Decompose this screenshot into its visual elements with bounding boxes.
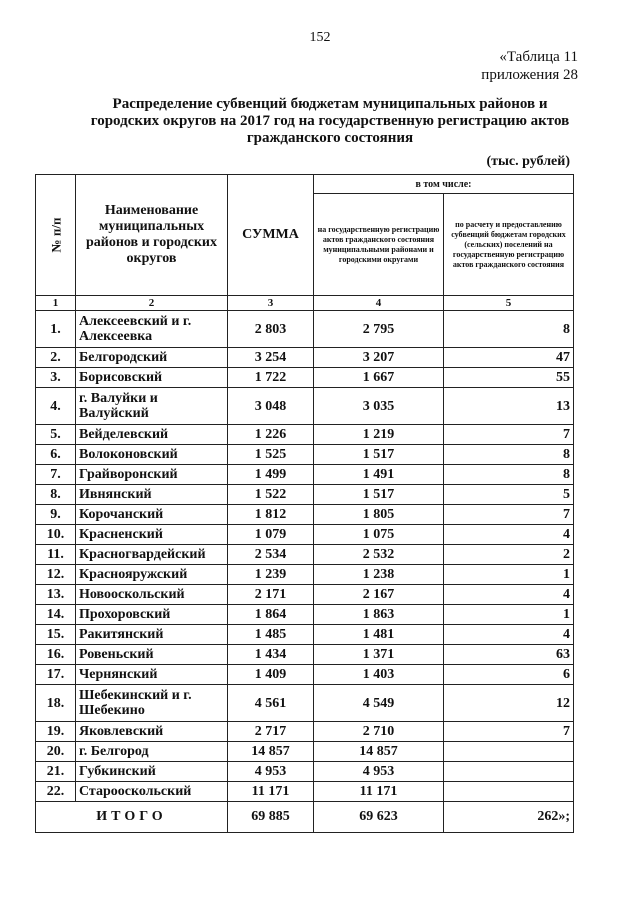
row-settlement-value: 7 xyxy=(444,722,574,742)
document-title xyxy=(60,96,600,147)
row-number: 9. xyxy=(36,505,76,525)
row-settlement-value: 12 xyxy=(444,685,574,722)
table-row xyxy=(36,465,574,485)
table-row xyxy=(36,545,574,565)
district-name: Корочанский xyxy=(76,505,228,525)
row-municipal-value: 1 491 xyxy=(314,465,444,485)
row-number: 18. xyxy=(36,685,76,722)
district-name: Губкинский xyxy=(76,762,228,782)
row-number: 20. xyxy=(36,742,76,762)
row-settlement-value: 2 xyxy=(444,545,574,565)
table-reference-line-2: приложения 28 xyxy=(481,67,578,83)
row-sum: 3 254 xyxy=(228,348,314,368)
district-name: Алексеевский и г. Алексеевка xyxy=(76,311,228,348)
row-municipal-value: 4 953 xyxy=(314,762,444,782)
district-name: Грайворонский xyxy=(76,465,228,485)
row-municipal-value: 1 805 xyxy=(314,505,444,525)
column-index-row xyxy=(36,296,574,311)
district-name: Яковлевский xyxy=(76,722,228,742)
district-name: Ровеньский xyxy=(76,645,228,665)
table-row xyxy=(36,348,574,368)
row-settlement-value: 4 xyxy=(444,525,574,545)
district-name: Красненский xyxy=(76,525,228,545)
table-row xyxy=(36,782,574,802)
table-row xyxy=(36,311,574,348)
district-name: Старооскольский xyxy=(76,782,228,802)
district-name: Чернянский xyxy=(76,665,228,685)
header-number xyxy=(36,175,76,296)
column-index: 3 xyxy=(228,296,314,311)
total-label: ИТОГО xyxy=(36,802,228,833)
row-municipal-value: 11 171 xyxy=(314,782,444,802)
district-name: Шебекинский и г. Шебекино xyxy=(76,685,228,722)
row-settlement-value: 4 xyxy=(444,625,574,645)
row-sum: 1 239 xyxy=(228,565,314,585)
row-sum: 1 722 xyxy=(228,368,314,388)
row-sum: 1 499 xyxy=(228,465,314,485)
district-name: Прохоровский xyxy=(76,605,228,625)
table-header xyxy=(36,175,574,311)
total-settlement-value: 262»; xyxy=(444,802,574,833)
row-settlement-value: 4 xyxy=(444,585,574,605)
row-municipal-value: 1 863 xyxy=(314,605,444,625)
row-settlement-value: 5 xyxy=(444,485,574,505)
row-sum: 4 561 xyxy=(228,685,314,722)
row-number: 14. xyxy=(36,605,76,625)
row-number: 21. xyxy=(36,762,76,782)
table-row xyxy=(36,685,574,722)
page-number: 152 xyxy=(309,30,331,45)
table-row xyxy=(36,485,574,505)
row-sum: 1 434 xyxy=(228,645,314,665)
row-number: 19. xyxy=(36,722,76,742)
row-settlement-value: 8 xyxy=(444,445,574,465)
header-sum: СУММА xyxy=(228,175,314,296)
table-row xyxy=(36,645,574,665)
column-index: 1 xyxy=(36,296,76,311)
row-number: 6. xyxy=(36,445,76,465)
row-settlement-value: 8 xyxy=(444,311,574,348)
district-name: Ракитянский xyxy=(76,625,228,645)
column-index: 4 xyxy=(314,296,444,311)
row-sum: 2 171 xyxy=(228,585,314,605)
table-row xyxy=(36,605,574,625)
row-settlement-value: 6 xyxy=(444,665,574,685)
row-municipal-value: 1 238 xyxy=(314,565,444,585)
total-sum: 69 885 xyxy=(228,802,314,833)
row-number: 7. xyxy=(36,465,76,485)
table-row xyxy=(36,445,574,465)
row-number: 1. xyxy=(36,311,76,348)
district-name: Красногвардейский xyxy=(76,545,228,565)
table-row xyxy=(36,625,574,645)
district-name: Ивнянский xyxy=(76,485,228,505)
row-settlement-value: 7 xyxy=(444,425,574,445)
row-number: 15. xyxy=(36,625,76,645)
district-name: Краснояружский xyxy=(76,565,228,585)
units-label: (тыс. рублей) xyxy=(486,154,570,169)
row-municipal-value: 1 371 xyxy=(314,645,444,665)
row-municipal-value: 2 532 xyxy=(314,545,444,565)
district-name: г. Белгород xyxy=(76,742,228,762)
header-row-1 xyxy=(36,175,574,194)
header-municipal-registration: на государственную регистрацию актов гражданского состояния муниципальными районами и городскими округами xyxy=(314,194,444,296)
row-number: 3. xyxy=(36,368,76,388)
row-municipal-value: 1 667 xyxy=(314,368,444,388)
total-row xyxy=(36,802,574,833)
row-sum: 2 803 xyxy=(228,311,314,348)
row-sum: 1 485 xyxy=(228,625,314,645)
row-number: 10. xyxy=(36,525,76,545)
row-settlement-value: 8 xyxy=(444,465,574,485)
row-settlement-value: 13 xyxy=(444,388,574,425)
row-sum: 2 534 xyxy=(228,545,314,565)
district-name: Вейделевский xyxy=(76,425,228,445)
header-name: Наименование муниципальных районов и городских округов xyxy=(76,175,228,296)
row-sum: 1 522 xyxy=(228,485,314,505)
row-settlement-value: 1 xyxy=(444,565,574,585)
row-number: 8. xyxy=(36,485,76,505)
district-name: г. Валуйки и Валуйский xyxy=(76,388,228,425)
row-municipal-value: 14 857 xyxy=(314,742,444,762)
total-municipal-value: 69 623 xyxy=(314,802,444,833)
row-number: 16. xyxy=(36,645,76,665)
row-settlement-value: 47 xyxy=(444,348,574,368)
row-number: 12. xyxy=(36,565,76,585)
table-row xyxy=(36,585,574,605)
row-settlement-value: 1 xyxy=(444,605,574,625)
district-name: Борисовский xyxy=(76,368,228,388)
row-municipal-value: 2 167 xyxy=(314,585,444,605)
header-number-label: № п/п xyxy=(48,217,64,253)
table-row xyxy=(36,368,574,388)
row-municipal-value: 1 481 xyxy=(314,625,444,645)
row-sum: 1 864 xyxy=(228,605,314,625)
table-row xyxy=(36,742,574,762)
row-settlement-value xyxy=(444,762,574,782)
row-municipal-value: 2 795 xyxy=(314,311,444,348)
row-sum: 4 953 xyxy=(228,762,314,782)
row-municipal-value: 1 517 xyxy=(314,445,444,465)
row-sum: 11 171 xyxy=(228,782,314,802)
row-municipal-value: 4 549 xyxy=(314,685,444,722)
row-municipal-value: 3 035 xyxy=(314,388,444,425)
header-including: в том числе: xyxy=(314,175,574,194)
row-municipal-value: 1 075 xyxy=(314,525,444,545)
column-index: 5 xyxy=(444,296,574,311)
row-sum: 2 717 xyxy=(228,722,314,742)
table-row xyxy=(36,525,574,545)
table-row xyxy=(36,425,574,445)
district-name: Белгородский xyxy=(76,348,228,368)
table-row xyxy=(36,665,574,685)
row-sum: 1 812 xyxy=(228,505,314,525)
district-name: Волоконовский xyxy=(76,445,228,465)
table-row xyxy=(36,762,574,782)
table-reference-line-1: «Таблица 11 xyxy=(499,49,578,65)
row-sum: 1 079 xyxy=(228,525,314,545)
row-settlement-value: 7 xyxy=(444,505,574,525)
row-settlement-value xyxy=(444,742,574,762)
column-index: 2 xyxy=(76,296,228,311)
table-row xyxy=(36,722,574,742)
row-number: 2. xyxy=(36,348,76,368)
row-number: 17. xyxy=(36,665,76,685)
table-reference xyxy=(481,48,578,84)
title-line-1: Распределение субвенций бюджетам муниципальных районов и xyxy=(112,96,548,112)
table-body xyxy=(36,311,574,833)
row-sum: 1 525 xyxy=(228,445,314,465)
row-municipal-value: 1 219 xyxy=(314,425,444,445)
row-settlement-value xyxy=(444,782,574,802)
row-sum: 1 226 xyxy=(228,425,314,445)
row-settlement-value: 63 xyxy=(444,645,574,665)
row-sum: 3 048 xyxy=(228,388,314,425)
subventions-table xyxy=(35,174,574,833)
row-sum: 14 857 xyxy=(228,742,314,762)
title-line-3: гражданского состояния xyxy=(246,130,414,146)
table-row xyxy=(36,388,574,425)
title-line-2: городских округов на 2017 год на государственную регистрацию актов xyxy=(90,113,570,129)
row-number: 11. xyxy=(36,545,76,565)
row-municipal-value: 1 403 xyxy=(314,665,444,685)
table-row xyxy=(36,505,574,525)
row-settlement-value: 55 xyxy=(444,368,574,388)
row-number: 5. xyxy=(36,425,76,445)
row-municipal-value: 1 517 xyxy=(314,485,444,505)
header-settlement-subventions: по расчету и предоставлению субвенций бюджетам городских (сельских) поселений на государственную регистрацию актов гражданского состояния xyxy=(444,194,574,296)
row-municipal-value: 2 710 xyxy=(314,722,444,742)
row-municipal-value: 3 207 xyxy=(314,348,444,368)
row-number: 4. xyxy=(36,388,76,425)
row-sum: 1 409 xyxy=(228,665,314,685)
row-number: 13. xyxy=(36,585,76,605)
table-row xyxy=(36,565,574,585)
district-name: Новооскольский xyxy=(76,585,228,605)
row-number: 22. xyxy=(36,782,76,802)
